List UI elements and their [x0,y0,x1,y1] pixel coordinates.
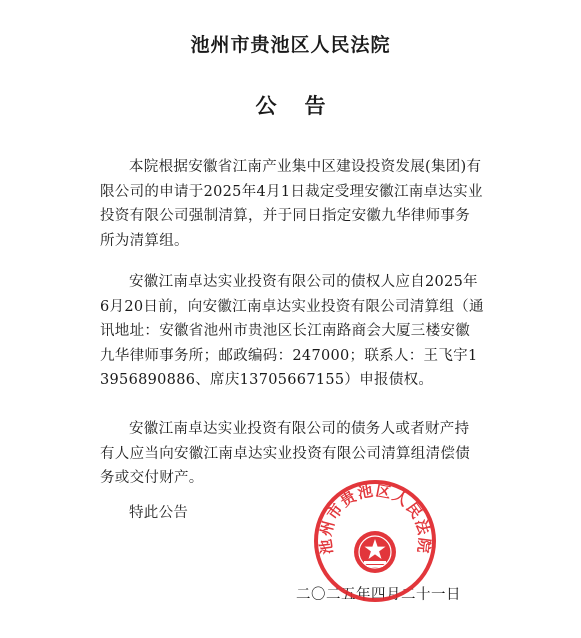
paragraph-3: 安徽江南卓达实业投资有限公司的债务人或者财产持有人应当向安徽江南卓达实业投资有限公司清算组清偿债务或交付财产。 [100,421,470,486]
paragraph-1: 本院根据安徽省江南产业集中区建设投资发展(集团)有限公司的申请于2025年4月1日裁定受理安徽江南卓达实业投资有限公司强制清算，并于同日指定安徽九华律师事务所为清算组。 [100,159,483,249]
paragraph-2: 安徽江南卓达实业投资有限公司的债权人应自2025年6月20日前，向安徽江南卓达实业投资有限公司清算组（通讯地址：安徽省池州市贵池区长江南路商会大厦三楼安徽九华律师事务所；邮政编码：247000；联系人：王飞宇13956890886、席庆13705667155）申报债权。 [100,274,484,388]
national-emblem-icon [354,531,396,573]
notice-title: 公告 [255,93,354,118]
seal-text: 池州市贵池区人民法院 [316,481,434,556]
court-name: 池州市贵池区人民法院 [190,34,391,56]
court-seal [312,478,438,604]
notice-date: 二〇二五年四月二十一日 [296,587,461,603]
closing-remark: 特此公告 [129,505,189,521]
